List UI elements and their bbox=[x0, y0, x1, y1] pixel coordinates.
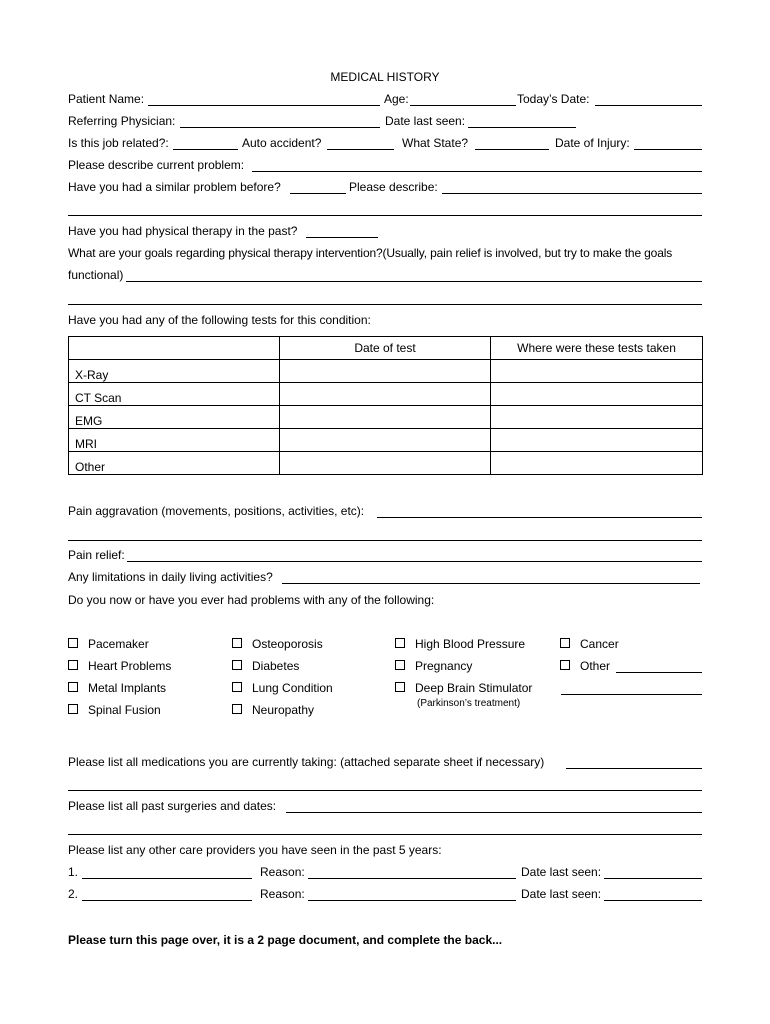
test-location-cell[interactable] bbox=[491, 406, 703, 429]
age-label: Age: bbox=[384, 92, 409, 106]
condition-checkbox[interactable] bbox=[68, 703, 161, 718]
condition-checkbox[interactable] bbox=[68, 659, 171, 674]
checkbox-icon[interactable] bbox=[395, 682, 405, 692]
goals-line-2 bbox=[68, 268, 702, 283]
current-problem-label: Please describe current problem: bbox=[68, 158, 245, 172]
condition-checkbox[interactable] bbox=[395, 659, 472, 674]
similar-problem-field[interactable] bbox=[290, 193, 346, 194]
condition-checkbox[interactable] bbox=[560, 637, 619, 652]
table-row bbox=[69, 360, 703, 383]
date-of-injury-label: Date of Injury: bbox=[555, 136, 630, 150]
pain-aggravation-field[interactable] bbox=[377, 517, 702, 518]
date-last-seen-label: Date last seen: bbox=[385, 114, 466, 128]
other-condition-extra-field[interactable] bbox=[561, 694, 702, 695]
condition-checkbox[interactable] bbox=[232, 681, 333, 696]
medications-extra-line[interactable] bbox=[68, 790, 702, 791]
limitations-field[interactable] bbox=[282, 583, 700, 584]
condition-checkbox[interactable] bbox=[560, 659, 610, 674]
test-name: CT Scan bbox=[69, 383, 280, 406]
table-row bbox=[69, 406, 703, 429]
patient-name-label: Patient Name: bbox=[68, 92, 145, 106]
provider-reason-label: Reason: bbox=[260, 887, 305, 901]
provider-name-field[interactable] bbox=[82, 878, 252, 879]
similar-problem-label: Have you had a similar problem before? bbox=[68, 180, 281, 194]
provider-date-field[interactable] bbox=[604, 878, 702, 879]
test-name: EMG bbox=[69, 406, 280, 429]
date-of-injury-field[interactable] bbox=[634, 149, 702, 150]
test-name: MRI bbox=[69, 429, 280, 452]
condition-label: Diabetes bbox=[252, 659, 300, 673]
table-row bbox=[69, 429, 703, 452]
test-date-cell[interactable] bbox=[280, 360, 491, 383]
surgeries-field[interactable] bbox=[286, 812, 702, 813]
please-describe-field[interactable] bbox=[442, 193, 702, 194]
condition-label: Pregnancy bbox=[415, 659, 473, 673]
medications-line bbox=[68, 755, 702, 770]
form-title: MEDICAL HISTORY bbox=[330, 70, 440, 84]
provider-row bbox=[68, 887, 702, 902]
job-related-label: Is this job related?: bbox=[68, 136, 169, 150]
checkbox-icon[interactable] bbox=[560, 638, 570, 648]
condition-label: Metal Implants bbox=[88, 681, 167, 695]
pt-past-label: Have you had physical therapy in the past? bbox=[68, 224, 298, 238]
checkbox-icon[interactable] bbox=[68, 638, 78, 648]
test-location-cell[interactable] bbox=[491, 429, 703, 452]
tests-intro-label: Have you had any of the following tests for this condition: bbox=[68, 313, 371, 327]
conditions-intro-label: Do you now or have you ever had problems with any of the following: bbox=[68, 593, 435, 607]
condition-checkbox[interactable] bbox=[68, 681, 166, 696]
limitations-line bbox=[68, 570, 702, 585]
pain-relief-label: Pain relief: bbox=[68, 548, 125, 562]
job-line bbox=[68, 136, 702, 151]
condition-label: Pacemaker bbox=[88, 637, 149, 651]
condition-label: Neuropathy bbox=[252, 703, 315, 717]
condition-checkbox[interactable] bbox=[395, 637, 525, 652]
other-condition-field[interactable] bbox=[616, 672, 702, 673]
test-name: Other bbox=[69, 452, 280, 475]
condition-checkbox[interactable] bbox=[68, 637, 149, 652]
goals-extra-line[interactable] bbox=[68, 304, 702, 305]
condition-label: Spinal Fusion bbox=[88, 703, 161, 717]
what-state-field[interactable] bbox=[475, 149, 549, 150]
condition-label: Lung Condition bbox=[252, 681, 333, 695]
condition-label: Other bbox=[580, 659, 611, 673]
test-date-cell[interactable] bbox=[280, 429, 491, 452]
medications-field[interactable] bbox=[566, 768, 702, 769]
provider-row bbox=[68, 865, 702, 880]
table-row bbox=[69, 452, 703, 475]
surgeries-label: Please list all past surgeries and dates: bbox=[68, 799, 277, 813]
tests-header-blank bbox=[69, 337, 280, 360]
referring-physician-label: Referring Physician: bbox=[68, 114, 176, 128]
where-taken-header: Where were these tests taken bbox=[491, 337, 703, 360]
patient-name-line bbox=[68, 92, 702, 107]
current-problem-field[interactable] bbox=[252, 171, 702, 172]
test-location-cell[interactable] bbox=[491, 360, 703, 383]
job-related-field[interactable] bbox=[173, 149, 238, 150]
goals-label-2: functional) bbox=[68, 268, 124, 282]
what-state-label: What State? bbox=[402, 136, 469, 150]
provider-number: 2. bbox=[68, 887, 79, 901]
problem-line bbox=[68, 158, 702, 173]
condition-checkbox[interactable] bbox=[395, 681, 532, 696]
condition-label: Deep Brain Stimulator bbox=[415, 681, 533, 695]
provider-reason-field[interactable] bbox=[308, 878, 516, 879]
surgeries-line bbox=[68, 799, 702, 814]
checkbox-icon[interactable] bbox=[395, 660, 405, 670]
condition-label: Heart Problems bbox=[88, 659, 172, 673]
auto-accident-label: Auto accident? bbox=[242, 136, 322, 150]
surgeries-extra-line[interactable] bbox=[68, 834, 702, 835]
referring-physician-field[interactable] bbox=[180, 127, 380, 128]
condition-checkbox[interactable] bbox=[232, 703, 314, 718]
goals-label: What are your goals regarding physical therapy intervention?(Usually, pain relief is involved, but try to make the goals bbox=[68, 246, 673, 260]
todays-date-label: Today’s Date: bbox=[517, 92, 590, 106]
checkbox-icon[interactable] bbox=[560, 660, 570, 670]
goals-line bbox=[68, 246, 702, 261]
checkbox-icon[interactable] bbox=[232, 660, 242, 670]
checkbox-icon[interactable] bbox=[232, 638, 242, 648]
pain-relief-field[interactable] bbox=[127, 561, 702, 562]
test-location-cell[interactable] bbox=[491, 452, 703, 475]
provider-reason-label: Reason: bbox=[260, 865, 305, 879]
age-field[interactable] bbox=[410, 105, 516, 106]
test-date-cell[interactable] bbox=[280, 383, 491, 406]
date-last-seen-field[interactable] bbox=[468, 127, 576, 128]
tests-table bbox=[68, 336, 703, 475]
limitations-label: Any limitations in daily living activities? bbox=[68, 570, 273, 584]
patient-name-field[interactable] bbox=[148, 105, 380, 106]
providers-label: Please list any other care providers you have seen in the past 5 years: bbox=[68, 843, 442, 857]
provider-reason-field[interactable] bbox=[308, 900, 516, 901]
table-row bbox=[69, 383, 703, 406]
provider-name-field[interactable] bbox=[82, 900, 252, 901]
describe-extra-line[interactable] bbox=[68, 215, 702, 216]
date-of-test-header: Date of test bbox=[280, 337, 491, 360]
provider-date-label: Date last seen: bbox=[521, 865, 602, 879]
test-date-cell[interactable] bbox=[280, 452, 491, 475]
providers-line bbox=[68, 843, 702, 858]
auto-accident-field[interactable] bbox=[327, 149, 394, 150]
test-name: X-Ray bbox=[69, 360, 280, 383]
condition-label: Cancer bbox=[580, 637, 619, 651]
please-describe-label: Please describe: bbox=[349, 180, 438, 194]
pain-aggravation-line bbox=[68, 504, 702, 519]
provider-date-label: Date last seen: bbox=[521, 887, 602, 901]
pain-relief-line bbox=[68, 548, 702, 563]
test-date-cell[interactable] bbox=[280, 406, 491, 429]
pt-past-line bbox=[68, 224, 702, 239]
checkbox-icon[interactable] bbox=[395, 638, 405, 648]
referring-line bbox=[68, 114, 702, 129]
provider-number: 1. bbox=[68, 865, 79, 879]
checkbox-icon[interactable] bbox=[68, 704, 78, 714]
pain-aggravation-extra-line[interactable] bbox=[68, 540, 702, 541]
condition-label: High Blood Pressure bbox=[415, 637, 526, 651]
parkinsons-note: (Parkinson’s treatment) bbox=[417, 698, 521, 709]
tests-header-row bbox=[69, 337, 703, 360]
goals-field[interactable] bbox=[126, 281, 702, 282]
condition-checkbox[interactable] bbox=[232, 659, 299, 674]
pt-past-field[interactable] bbox=[306, 237, 378, 238]
conditions-intro-line bbox=[68, 593, 702, 608]
condition-label: Osteoporosis bbox=[252, 637, 323, 651]
checkbox-icon[interactable] bbox=[68, 682, 78, 692]
todays-date-field[interactable] bbox=[595, 105, 702, 106]
condition-checkbox[interactable] bbox=[232, 637, 323, 652]
similar-problem-line bbox=[68, 180, 702, 195]
checkbox-icon[interactable] bbox=[232, 682, 242, 692]
test-location-cell[interactable] bbox=[491, 383, 703, 406]
provider-date-field[interactable] bbox=[604, 900, 702, 901]
tests-intro-line bbox=[68, 313, 702, 328]
pain-aggravation-label: Pain aggravation (movements, positions, activities, etc): bbox=[68, 504, 365, 518]
checkbox-icon[interactable] bbox=[232, 704, 242, 714]
checkbox-icon[interactable] bbox=[68, 660, 78, 670]
medications-label: Please list all medications you are currently taking: (attached separate sheet if necessary) bbox=[68, 755, 545, 769]
footer-note: Please turn this page over, it is a 2 page document, and complete the back... bbox=[68, 933, 503, 947]
